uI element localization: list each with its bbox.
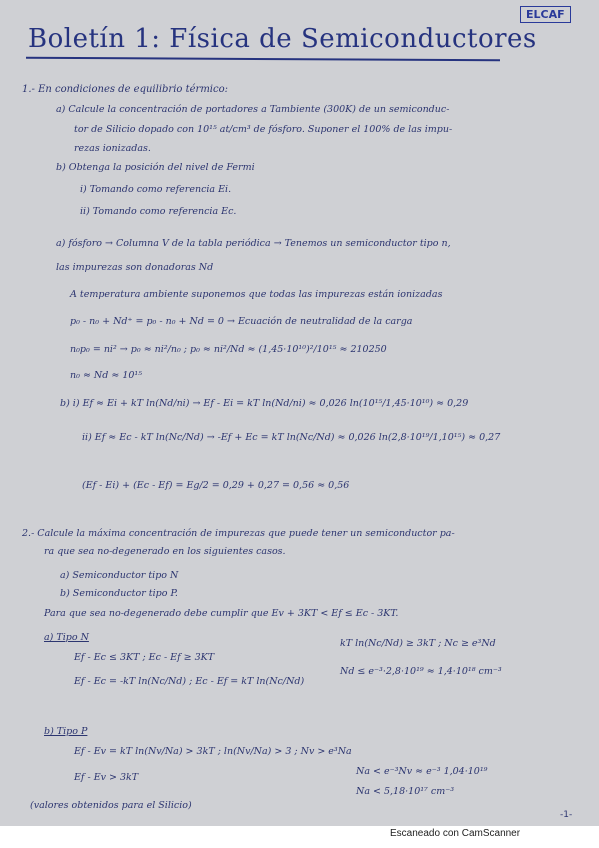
tipo-p-line-2: Na < e⁻³Nv ≈ e⁻³ 1,04·10¹⁹ [356, 766, 488, 777]
tipo-n-line-1: Ef - Ec ≤ 3KT ; Ec - Ef ≥ 3KT [74, 652, 215, 663]
tipo-n-heading: a) Tipo N [44, 632, 89, 643]
header-tag: ELCAF [520, 6, 571, 23]
problem1-line-bii: ii) Tomando como referencia Ec. [80, 206, 237, 217]
solution-a-line-4: p₀ - n₀ + Nd⁺ = p₀ - n₀ + Nd = 0 → Ecuación de neutralidad de la carga [70, 316, 413, 327]
problem1-line-a2: tor de Silicio dopado con 10¹⁵ at/cm³ de fósforo. Suponer el 100% de las impu- [74, 124, 453, 135]
problem1-line-a1: a) Calcule la concentración de portadores a Tambiente (300K) de un semiconduc- [56, 104, 450, 115]
tipo-p-line-3: Ef - Ev > 3kT [74, 772, 139, 783]
solution-b-line-3: (Ef - Ei) + (Ec - Ef) = Eg/2 = 0,29 + 0,27 = 0,56 ≈ 0,56 [82, 480, 350, 491]
tipo-p-line-1: Ef - Ev = kT ln(Nv/Na) > 3kT ; ln(Nv/Na) > 3 ; Nv > e³Na [74, 746, 352, 757]
solution-b-line-1: b) i) Ef ≈ Ei + kT ln(Nd/ni) → Ef - Ei = kT ln(Nd/ni) ≈ 0,026 ln(10¹⁵/1,45·10¹⁰) ≈ 0,29 [60, 398, 469, 409]
problem2-line-2: ra que sea no-degenerado en los siguientes casos. [44, 546, 286, 557]
page-number: -1- [560, 810, 573, 820]
tipo-p-heading: b) Tipo P [44, 726, 88, 737]
page-title: Boletín 1: Física de Semiconductores [28, 24, 537, 54]
solution-a-line-1: a) fósforo → Columna V de la tabla periódica → Tenemos un semiconductor tipo n, [56, 238, 451, 249]
solution-a-line-2: las impurezas son donadoras Nd [56, 262, 214, 273]
tipo-n-line-3: kT ln(Nc/Nd) ≥ 3kT ; Nc ≥ e³Nd [340, 638, 496, 649]
tipo-n-line-4: Nd ≤ e⁻³·2,8·10¹⁹ ≈ 1,4·10¹⁸ cm⁻³ [340, 666, 502, 677]
solution-a-line-5: n₀p₀ = ni² → p₀ ≈ ni²/n₀ ; p₀ ≈ ni²/Nd ≈ (1,45·10¹⁰)²/10¹⁵ ≈ 210250 [70, 344, 387, 355]
problem1-line-a3: rezas ionizadas. [74, 143, 151, 154]
problem2-line-b: b) Semiconductor tipo P. [60, 588, 178, 599]
problem1-line-bi: i) Tomando como referencia Ei. [80, 184, 232, 195]
scanner-watermark: Escaneado con CamScanner [390, 828, 521, 839]
problem1-intro: 1.- En condiciones de equilibrio térmico: [22, 84, 228, 95]
title-underline [26, 57, 500, 61]
problem2-condition: Para que sea no-degenerado debe cumplir que Ev + 3KT < Ef ≤ Ec - 3KT. [44, 608, 399, 619]
tipo-p-line-4: Na < 5,18·10¹⁷ cm⁻³ [356, 786, 455, 797]
problem2-line-a: a) Semiconductor tipo N [60, 570, 179, 581]
problem2-line-1: 2.- Calcule la máxima concentración de impurezas que puede tener un semiconductor pa- [22, 528, 455, 539]
tipo-p-note: (valores obtenidos para el Silicio) [30, 800, 192, 811]
solution-a-line-6: n₀ ≈ Nd ≈ 10¹⁵ [70, 370, 143, 381]
solution-a-line-3: A temperatura ambiente suponemos que todas las impurezas están ionizadas [70, 289, 443, 300]
tipo-n-line-2: Ef - Ec = -kT ln(Nc/Nd) ; Ec - Ef = kT ln(Nc/Nd) [74, 676, 305, 687]
problem1-line-b: b) Obtenga la posición del nivel de Fermi [56, 162, 255, 173]
solution-b-line-2: ii) Ef ≈ Ec - kT ln(Nc/Nd) → -Ef + Ec = kT ln(Nc/Nd) ≈ 0,026 ln(2,8·10¹⁹/1,10¹⁵) ≈ 0,27 [82, 432, 501, 443]
